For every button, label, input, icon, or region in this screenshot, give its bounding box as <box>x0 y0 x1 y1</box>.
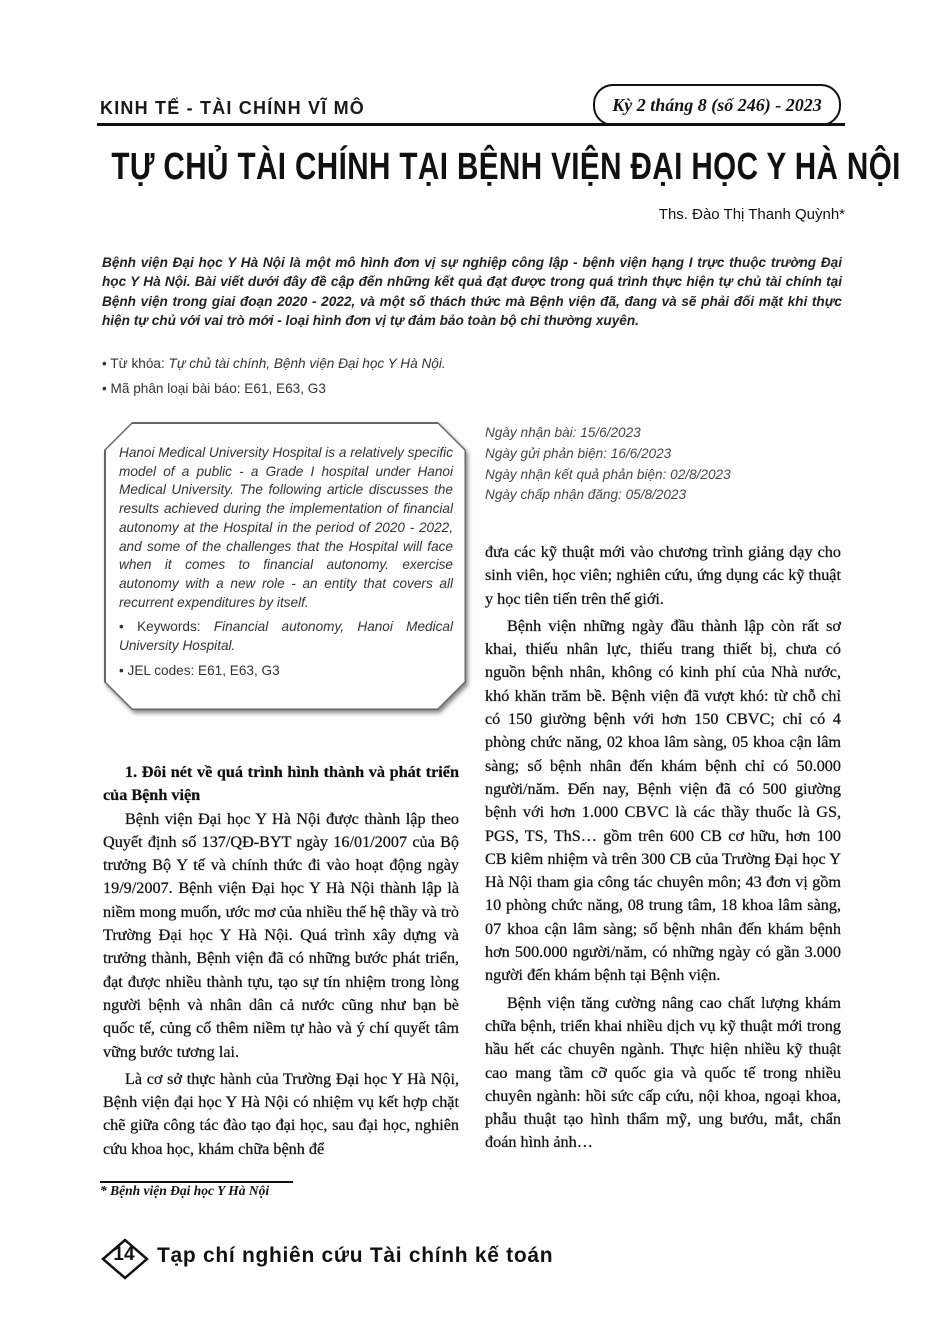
page-number: 14 <box>113 1244 135 1265</box>
english-abstract-box <box>104 422 470 714</box>
section-heading: 1. Đôi nét về quá trình hình thành và phát triển của Bệnh viện <box>103 763 459 805</box>
footnote: * Bệnh viện Đại học Y Hà Nội <box>100 1183 270 1198</box>
article-title <box>0 146 943 189</box>
issue-badge: Kỳ 2 tháng 8 (số 246) - 2023 <box>593 84 841 126</box>
keywords-vi-label: • Từ khóa: <box>102 356 169 371</box>
abstract-en: Hanoi Medical University Hospital is a relatively specific model of a public - a Grade I hospital under Hanoi Medical University. The following article discusses the results achieved during the implementation of financial autonomy at the Hospital in the period of 2020 - 2022, and some of the challenges that the Hospital will face when it comes to financial autonomy. exercise autonomy with a new role - an entity that covers all recurrent expenditures by itself. <box>119 445 453 610</box>
codes-vi: • Mã phân loại bài báo: E61, E63, G3 <box>102 381 326 396</box>
paragraph: Là cơ sở thực hành của Trường Đại học Y Hà Nội, Bệnh viện đại học Y Hà Nội có nhiệm vụ kết hợp chặt chẽ giữa công tác đào tạo đại học, sau đại học, nghiên cứu khoa học, khám chữa bệnh để <box>103 1069 459 1158</box>
abstract-vi: Bệnh viện Đại học Y Hà Nội là một mô hình đơn vị sự nghiệp công lập - bệnh viện hạng I trực thuộc trường Đại học Y Hà Nội. Bài viết dưới đây đề cập đến những kết quả đạt được trong quá trình thực hiện tự chủ tài chính tại Bệnh viện trong giai đoạn 2020 - 2022, và một số thách thức mà Bệnh viện đã, đang và sẽ phải đối mặt khi thực hiện tự chủ với vai trò mới - loại hình đơn vị tự đảm bảo toàn bộ chi thường xuyên. <box>102 255 842 329</box>
keywords-en-label: • Keywords: <box>119 619 214 635</box>
date-review-result: Ngày nhận kết quả phản biện: 02/8/2023 <box>485 466 731 482</box>
keywords-vi <box>102 356 446 371</box>
date-accepted: Ngày chấp nhận đăng: 05/8/2023 <box>485 487 687 503</box>
paragraph: Bệnh viện những ngày đầu thành lập còn rất sơ khai, thiếu nhân lực, thiếu trang thiết bị, chưa có nguồn bệnh nhân, không có kinh phí của Nhà nước, khó khăn trăm bề. Bệnh viện đã vượt khó: từ chỗ chỉ có 150 giường bệnh với hơn 150 CBVC; chỉ có 4 phòng chức năng, 02 khoa lâm sàng, 05 khoa cận lâm sàng; số bệnh nhân đến khám bệnh chỉ có 50.000 người/năm. Đến nay, Bệnh viện đã có 500 giường bệnh với hơn 1.000 CBVC là các thầy thuốc là GS, PGS, TS, ThS… gồm trên 600 CB cơ hữu, hơn 100 CB kiêm nhiệm và trên 300 CB của Trường Đại học Y Hà Nội tham gia công tác chuyên môn; 43 đơn vị gồm 10 phòng chức năng, 08 trung tâm, 18 khoa lâm sàng, 07 khoa cận lâm sàng; số bệnh nhân đến khám bệnh hơn 500.000 người/năm, có những ngày có gần 3.000 người đến khám bệnh tại Bệnh viện. <box>485 616 841 985</box>
date-review-sent: Ngày gửi phản biện: 16/6/2023 <box>485 445 672 461</box>
article-title-text: TỰ CHỦ TÀI CHÍNH TẠI BỆNH VIỆN ĐẠI HỌC Y HÀ NỘI <box>111 146 901 188</box>
english-abstract <box>119 444 453 686</box>
paragraph: đưa các kỹ thuật mới vào chương trình giảng dạy cho sinh viên, học viên; nghiên cứu, ứng dụng các kỹ thuật y học tiên tiến trên thế giới. <box>485 543 841 608</box>
right-column <box>485 541 841 1159</box>
date-received: Ngày nhận bài: 15/6/2023 <box>485 425 641 440</box>
journal-name: Tạp chí nghiên cứu Tài chính kế toán <box>157 1244 554 1267</box>
header-rule <box>97 123 845 126</box>
section-label: KINH TẾ - TÀI CHÍNH VĨ MÔ <box>100 98 365 118</box>
keywords-en-text: Financial autonomy, Hanoi Medical University Hospital. <box>119 619 453 654</box>
keywords-vi-text: Tự chủ tài chính, Bệnh viện Đại học Y Hà Nội. <box>168 356 446 371</box>
paragraph: Bệnh viện tăng cường nâng cao chất lượng khám chữa bệnh, triển khai nhiều dịch vụ kỹ thuật mới trong hầu hết các chuyên ngành. Thực hiện nhiều kỹ thuật cao mang tầm cỡ quốc gia và quốc tế trong nhiều chuyên ngành: hồi sức cấp cứu, nội khoa, ngoại khoa, phẫu thuật tạo hình thẩm mỹ, ung bướu, mắt, chẩn đoán hình ảnh… <box>485 993 841 1152</box>
author: Ths. Đào Thị Thanh Quỳnh* <box>658 206 845 223</box>
paragraph: Bệnh viện Đại học Y Hà Nội được thành lập theo Quyết định số 137/QĐ-BYT ngày 16/01/2007 của Bộ trưởng Bộ Y tế và chính thức đi vào hoạt động ngày 19/9/2007. Bệnh viện Đại học Y Hà Nội thành lập là niềm mong muốn, ước mơ của nhiều thế hệ thầy và trò Trường Đại học Y Hà Nội. Quá trình xây dựng và trưởng thành, Bệnh viện đã có những bước phát triển, đạt được nhiều thành tựu, tạo sự tín nhiệm trong lòng người bệnh và nhân dân cả nước cũng như bạn bè quốc tế, củng cố thêm niềm tự hào và ý chí quyết tâm vững bước tương lai. <box>103 809 459 1061</box>
keywords-en <box>119 618 453 655</box>
article-dates <box>485 423 731 506</box>
left-column <box>103 761 459 1165</box>
codes-en: • JEL codes: E61, E63, G3 <box>119 662 280 678</box>
